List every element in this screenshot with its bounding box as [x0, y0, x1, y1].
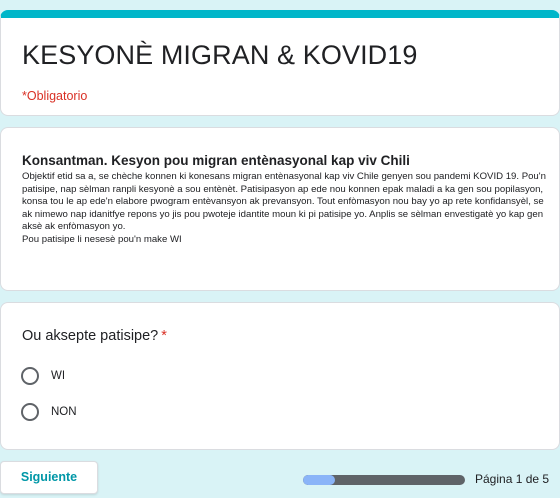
- radio-button-icon[interactable]: [21, 403, 39, 421]
- radio-option-wi[interactable]: [21, 366, 65, 386]
- radio-button-icon[interactable]: [21, 367, 39, 385]
- section-description-paragraph: Objektif etid sa a, se chèche konnen ki konesans migran entènasyonal kap viv Chile genyen sou pandemi KOVID 19. Pou'n patisipe, nap sèlman ranpli kesyonè a sou entènèt. Patisipasyon ap ede nou konnen epak maladi a ka gen sou popilasyon, konsa tou le ap ede'n elabore pwogram entèvansyon ak prevansyon. Tout enfòmasyon nou bay yo ap rete konfidansyèl, se ak nimewo nap idanitfye repons yo jis pou pwoteje idantite moun ki pi patisipe yo. Anplis se sèlman envestigatè yo kap gen aksè ak enfòmasyon yo.: [22, 171, 546, 233]
- radio-option-label: WI: [51, 370, 66, 382]
- question-title: [22, 328, 167, 344]
- section-description-paragraph: Pou patisipe li nesesè pou'n make WI: [22, 233, 182, 245]
- section-title: Konsantman. Kesyon pou migran entènasyonal kap viv Chili: [22, 153, 410, 168]
- required-note: *Obligatorio: [22, 89, 88, 103]
- page-indicator: Página 1 de 5: [475, 472, 550, 486]
- radio-option-non[interactable]: [21, 402, 77, 422]
- section-description-card: [0, 127, 560, 291]
- radio-option-label: NON: [51, 406, 77, 418]
- form-header-card: [0, 10, 560, 116]
- progress-bar-fill: [303, 475, 335, 485]
- form-title: KESYONÈ MIGRAN & KOVID19: [22, 40, 418, 70]
- question-text: Ou aksepte patisipe?: [22, 328, 159, 344]
- next-button[interactable]: Siguiente: [0, 461, 98, 494]
- required-asterisk: *: [161, 328, 167, 344]
- progress-bar: [303, 475, 465, 485]
- question-card: [0, 302, 560, 450]
- section-description: [22, 171, 547, 247]
